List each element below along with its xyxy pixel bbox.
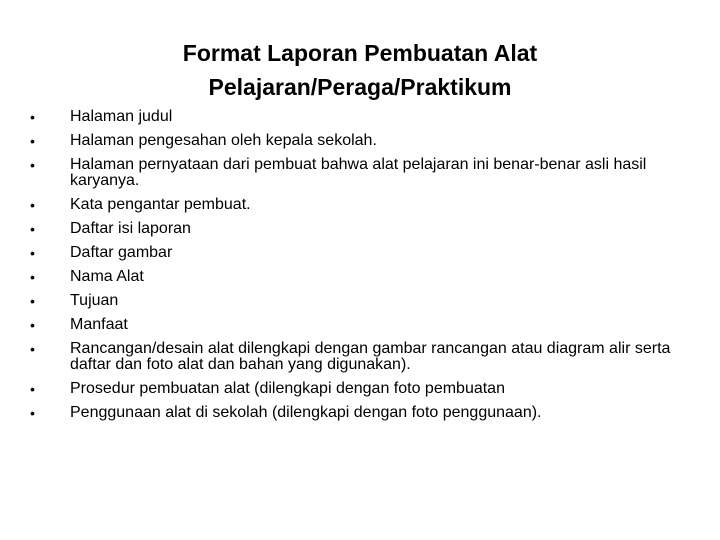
bullet-text: Halaman pengesahan oleh kepala sekolah.	[70, 132, 377, 149]
bullet-text: Manfaat	[70, 316, 128, 333]
bullet-item	[30, 157, 690, 189]
bullet-text: Daftar isi laporan	[70, 220, 191, 237]
slide-title-line-2: Pelajaran/Peraga/Praktikum	[208, 74, 512, 100]
bullet-item	[30, 133, 690, 149]
bullet-item	[30, 405, 690, 421]
bullet-icon: •	[30, 317, 35, 333]
bullet-item	[30, 341, 690, 373]
bullet-item	[30, 197, 690, 213]
bullet-icon: •	[30, 221, 35, 237]
bullet-icon: •	[30, 133, 35, 149]
bullet-icon: •	[30, 157, 35, 173]
bullet-item	[30, 221, 690, 237]
bullet-icon: •	[30, 109, 35, 125]
bullet-text: Kata pengantar pembuat.	[70, 196, 251, 213]
bullet-list	[30, 109, 690, 429]
bullet-text: Halaman judul	[70, 108, 173, 125]
bullet-text: Prosedur pembuatan alat (dilengkapi dengan foto pembuatan	[70, 380, 505, 397]
bullet-icon: •	[30, 197, 35, 213]
slide-title	[60, 36, 660, 104]
bullet-icon: •	[30, 245, 35, 261]
bullet-icon: •	[30, 269, 35, 285]
bullet-item	[30, 381, 690, 397]
bullet-text: Penggunaan alat di sekolah (dilengkapi dengan foto penggunaan).	[70, 404, 542, 421]
bullet-text: Halaman pernyataan dari pembuat bahwa alat pelajaran ini benar-benar asli hasil karyanya.	[70, 156, 647, 189]
bullet-text: Rancangan/desain alat dilengkapi dengan gambar rancangan atau diagram alir serta daftar dan foto alat dan bahan yang digunakan).	[70, 340, 671, 373]
bullet-item	[30, 109, 690, 125]
bullet-icon: •	[30, 341, 35, 357]
bullet-item	[30, 245, 690, 261]
bullet-text: Nama Alat	[70, 268, 144, 285]
bullet-item	[30, 317, 690, 333]
bullet-icon: •	[30, 381, 35, 397]
bullet-icon: •	[30, 293, 35, 309]
slide-title-line-1: Format Laporan Pembuatan Alat	[182, 40, 538, 66]
bullet-icon: •	[30, 405, 35, 421]
bullet-text: Tujuan	[70, 292, 119, 309]
bullet-item	[30, 269, 690, 285]
bullet-item	[30, 293, 690, 309]
bullet-text: Daftar gambar	[70, 244, 173, 261]
